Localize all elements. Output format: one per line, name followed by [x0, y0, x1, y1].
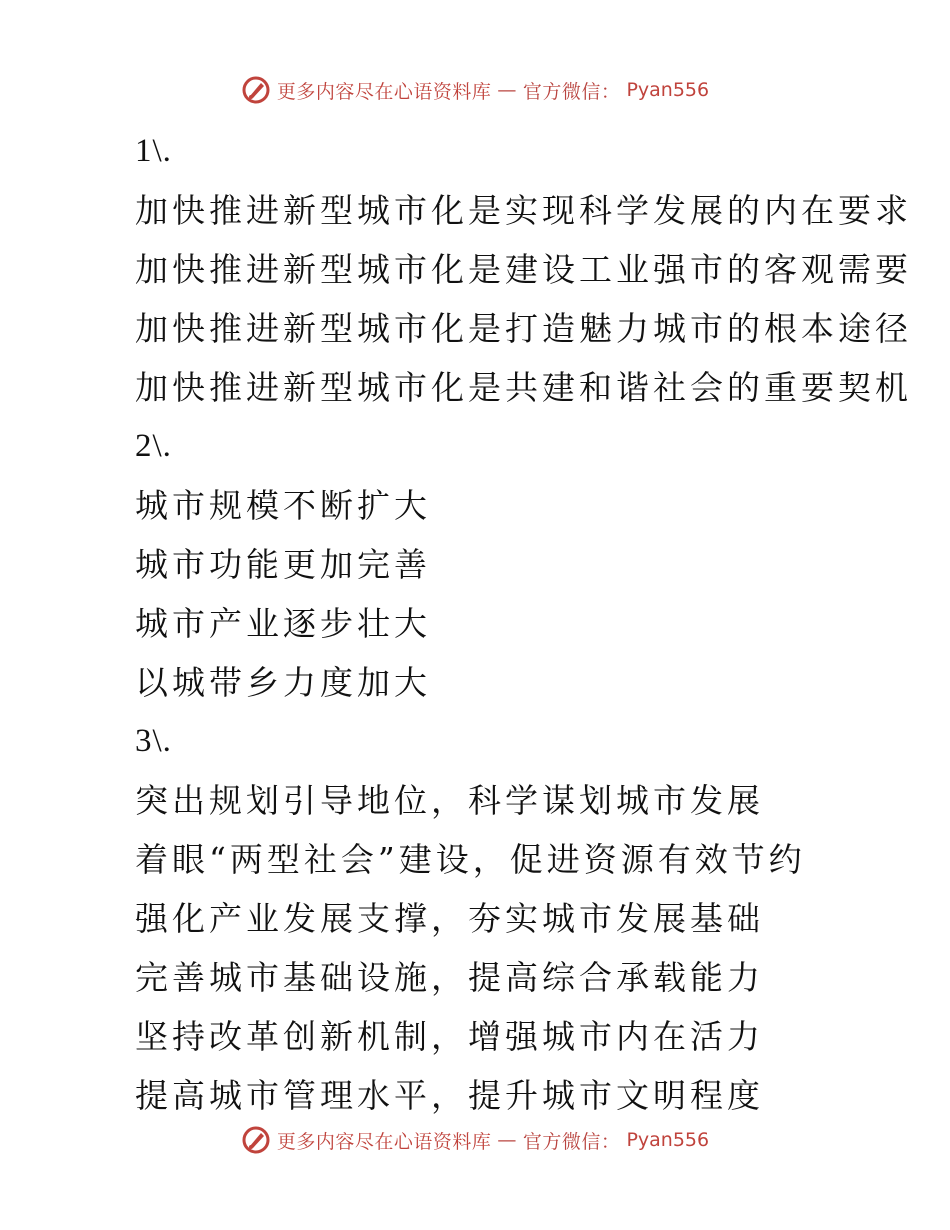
section-3-line: 着眼“两型社会”建设，促进资源有效节约	[135, 840, 806, 879]
header-watermark	[0, 70, 950, 110]
footer-watermark	[0, 1120, 950, 1160]
section-1-line: 加快推进新型城市化是打造魅力城市的根本途径	[135, 309, 912, 348]
section-1-line: 加快推进新型城市化是实现科学发展的内在要求	[135, 191, 912, 230]
section-number-1: 1\.	[135, 133, 172, 169]
section-3-line: 完善城市基础设施，提高综合承载能力	[135, 958, 764, 997]
watermark-wechat-id: Pyan556	[626, 1129, 710, 1151]
watermark-dash: —	[497, 1129, 517, 1151]
section-1-line: 加快推进新型城市化是建设工业强市的客观需要	[135, 250, 912, 289]
watermark-wechat-label: 官方微信：	[522, 80, 621, 103]
section-number-3: 3\.	[135, 723, 172, 759]
section-number-2: 2\.	[135, 428, 172, 464]
section-1-line: 加快推进新型城市化是共建和谐社会的重要契机	[135, 368, 912, 407]
section-2-line: 城市功能更加完善	[135, 545, 431, 584]
watermark-brand: 更多内容尽在心语资料库	[276, 1130, 492, 1153]
section-3-line: 强化产业发展支撑，夯实城市发展基础	[135, 899, 764, 938]
section-2-line: 城市产业逐步壮大	[135, 604, 431, 643]
watermark-wechat-id: Pyan556	[626, 79, 710, 101]
section-3-line: 提高城市管理水平，提升城市文明程度	[135, 1076, 764, 1115]
section-3-line: 坚持改革创新机制，增强城市内在活力	[135, 1017, 764, 1056]
section-2-line: 以城带乡力度加大	[135, 663, 431, 702]
section-3-line: 突出规划引导地位，科学谋划城市发展	[135, 781, 764, 820]
watermark-wechat-label: 官方微信：	[522, 1130, 621, 1153]
watermark-dash: —	[497, 79, 517, 101]
section-2-line: 城市规模不断扩大	[135, 486, 431, 525]
brand-logo-icon	[241, 1125, 271, 1155]
document-body	[135, 122, 915, 1125]
watermark-brand: 更多内容尽在心语资料库	[276, 80, 492, 103]
brand-logo-icon	[241, 75, 271, 105]
